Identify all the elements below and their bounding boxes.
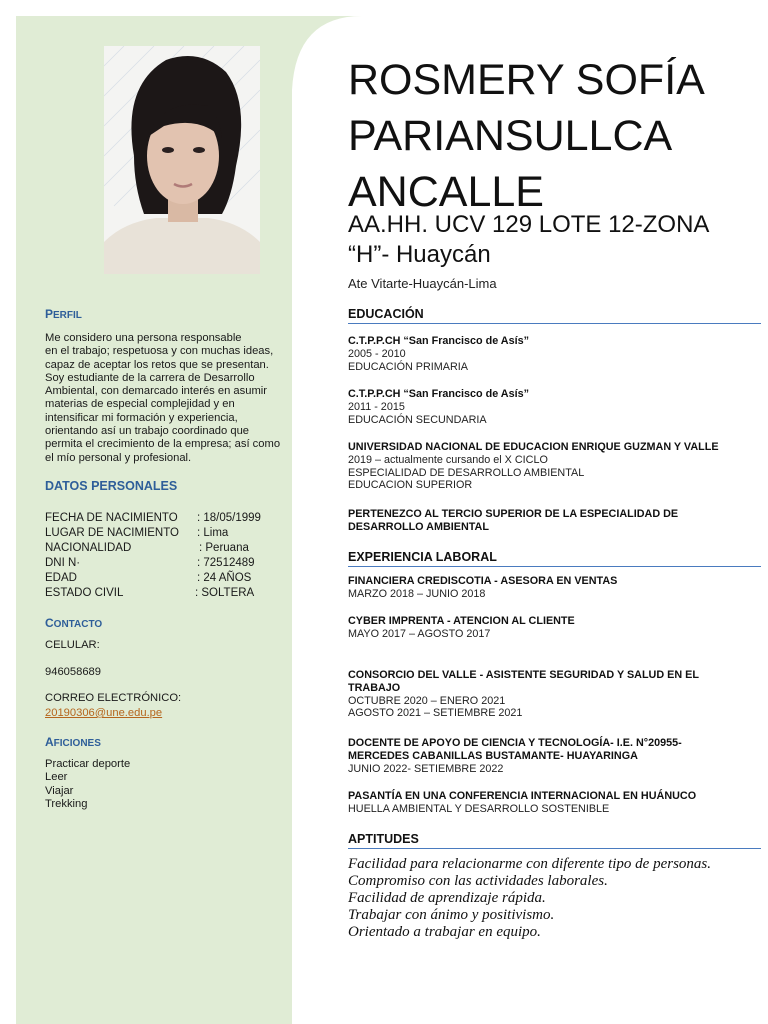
education-entry: UNIVERSIDAD NACIONAL DE EDUCACION ENRIQUE GUZMAN Y VALLE 2019 – actualmente cursando el X CICLO ESPECIALIDAD DE DESARROLLO AMBIENTAL EDUCACION SUPERIOR (348, 441, 719, 492)
email-label: CORREO ELECTRÓNICO: (45, 692, 182, 704)
datos-row: ESTADO CIVIL : SOLTERA (45, 587, 255, 599)
celular-label: CELULAR: (45, 639, 100, 651)
experience-entry: CYBER IMPRENTA - ATENCION AL CLIENTE MAYO 2017 – AGOSTO 2017 (348, 615, 575, 640)
experience-entry: CONSORCIO DEL VALLE - ASISTENTE SEGURIDAD Y SALUD EN EL TRABAJO OCTUBRE 2020 – ENERO 2021 AGOSTO 2021 – SETIEMBRE 2021 (348, 669, 699, 720)
experience-entry: PASANTÍA EN UNA CONFERENCIA INTERNACIONAL EN HUÁNUCO HUELLA AMBIENTAL Y DESARROLLO SOSTENIBLE (348, 790, 697, 815)
list-item: Compromiso con las actividades laborales. (348, 873, 608, 889)
experience-entry: FINANCIERA CREDISCOTIA - ASESORA EN VENTAS MARZO 2018 – JUNIO 2018 (348, 575, 618, 600)
education-entry: PERTENEZCO AL TERCIO SUPERIOR DE LA ESPECIALIDAD DE DESARROLLO AMBIENTAL (348, 508, 679, 533)
list-item: Trabajar con ánimo y positivismo. (348, 907, 555, 923)
datos-row: NACIONALIDAD : Peruana (45, 542, 249, 554)
address: AA.HH. UCV 129 LOTE 12-ZONA “H”- Huaycán (348, 211, 710, 268)
educacion-heading: EDUCACIÓN (348, 307, 761, 324)
celular-value: 946058689 (45, 666, 101, 678)
datos-row: LUGAR DE NACIMIENTO : Lima (45, 527, 229, 539)
list-item: Orientado a trabajar en equipo. (348, 924, 541, 940)
education-entry: C.T.P.P.CH “San Francisco de Asís” 2005 - 2010 EDUCACIÓN PRIMARIA (348, 335, 530, 373)
datos-row: DNI N· : 72512489 (45, 557, 255, 569)
experiencia-heading: EXPERIENCIA LABORAL (348, 550, 761, 567)
list-item: Facilidad de aprendizaje rápida. (348, 890, 546, 906)
aficiones-heading: AFICIONES (45, 735, 101, 749)
list-item: Leer (45, 771, 68, 784)
contacto-heading: CONTACTO (45, 616, 103, 630)
aptitudes-heading: APTITUDES (348, 832, 761, 849)
datos-row: FECHA DE NACIMIENTO : 18/05/1999 (45, 512, 261, 524)
aficiones-list (45, 758, 130, 811)
datos-row: EDAD : 24 AÑOS (45, 572, 252, 584)
list-item: Practicar deporte (45, 758, 131, 770)
aptitudes-list (348, 856, 711, 941)
education-entry: C.T.P.P.CH “San Francisco de Asís” 2011 - 2015 EDUCACIÓN SECUNDARIA (348, 388, 530, 426)
perfil-text: Me considero una persona responsable en el trabajo; respetuosa y con muchas ideas, capaz de aceptar los retos que se presentan. Soy estudiante de la carrera de Desarrollo Ambiental, con demarcado interés en asumir materias de especial complejidad y en intensificar mi formación y experiencia, orientando así un trabajo coordinado que permita el crecimiento de la empresa; así como el mío personal y profesional. (45, 332, 281, 464)
city: Ate Vitarte-Huaycán-Lima (348, 276, 497, 291)
perfil-heading: PERFIL (45, 307, 82, 321)
full-name: ROSMERY SOFÍA PARIANSULLCA ANCALLE (348, 56, 705, 216)
email-link[interactable]: 20190306@une.edu.pe (45, 707, 163, 719)
experience-entry: DOCENTE DE APOYO DE CIENCIA Y TECNOLOGÍA- I.E. N°20955- MERCEDES CABANILLAS BUSTAMANTE- HUAYARINGA JUNIO 2022- SETIEMBRE 2022 (348, 737, 682, 775)
datos-personales-heading: DATOS PERSONALES (45, 479, 178, 493)
list-item: Trekking (45, 797, 88, 810)
profile-photo (104, 46, 260, 274)
list-item: Viajar (45, 784, 74, 797)
list-item: Facilidad para relacionarme con diferente tipo de personas. (348, 856, 711, 872)
